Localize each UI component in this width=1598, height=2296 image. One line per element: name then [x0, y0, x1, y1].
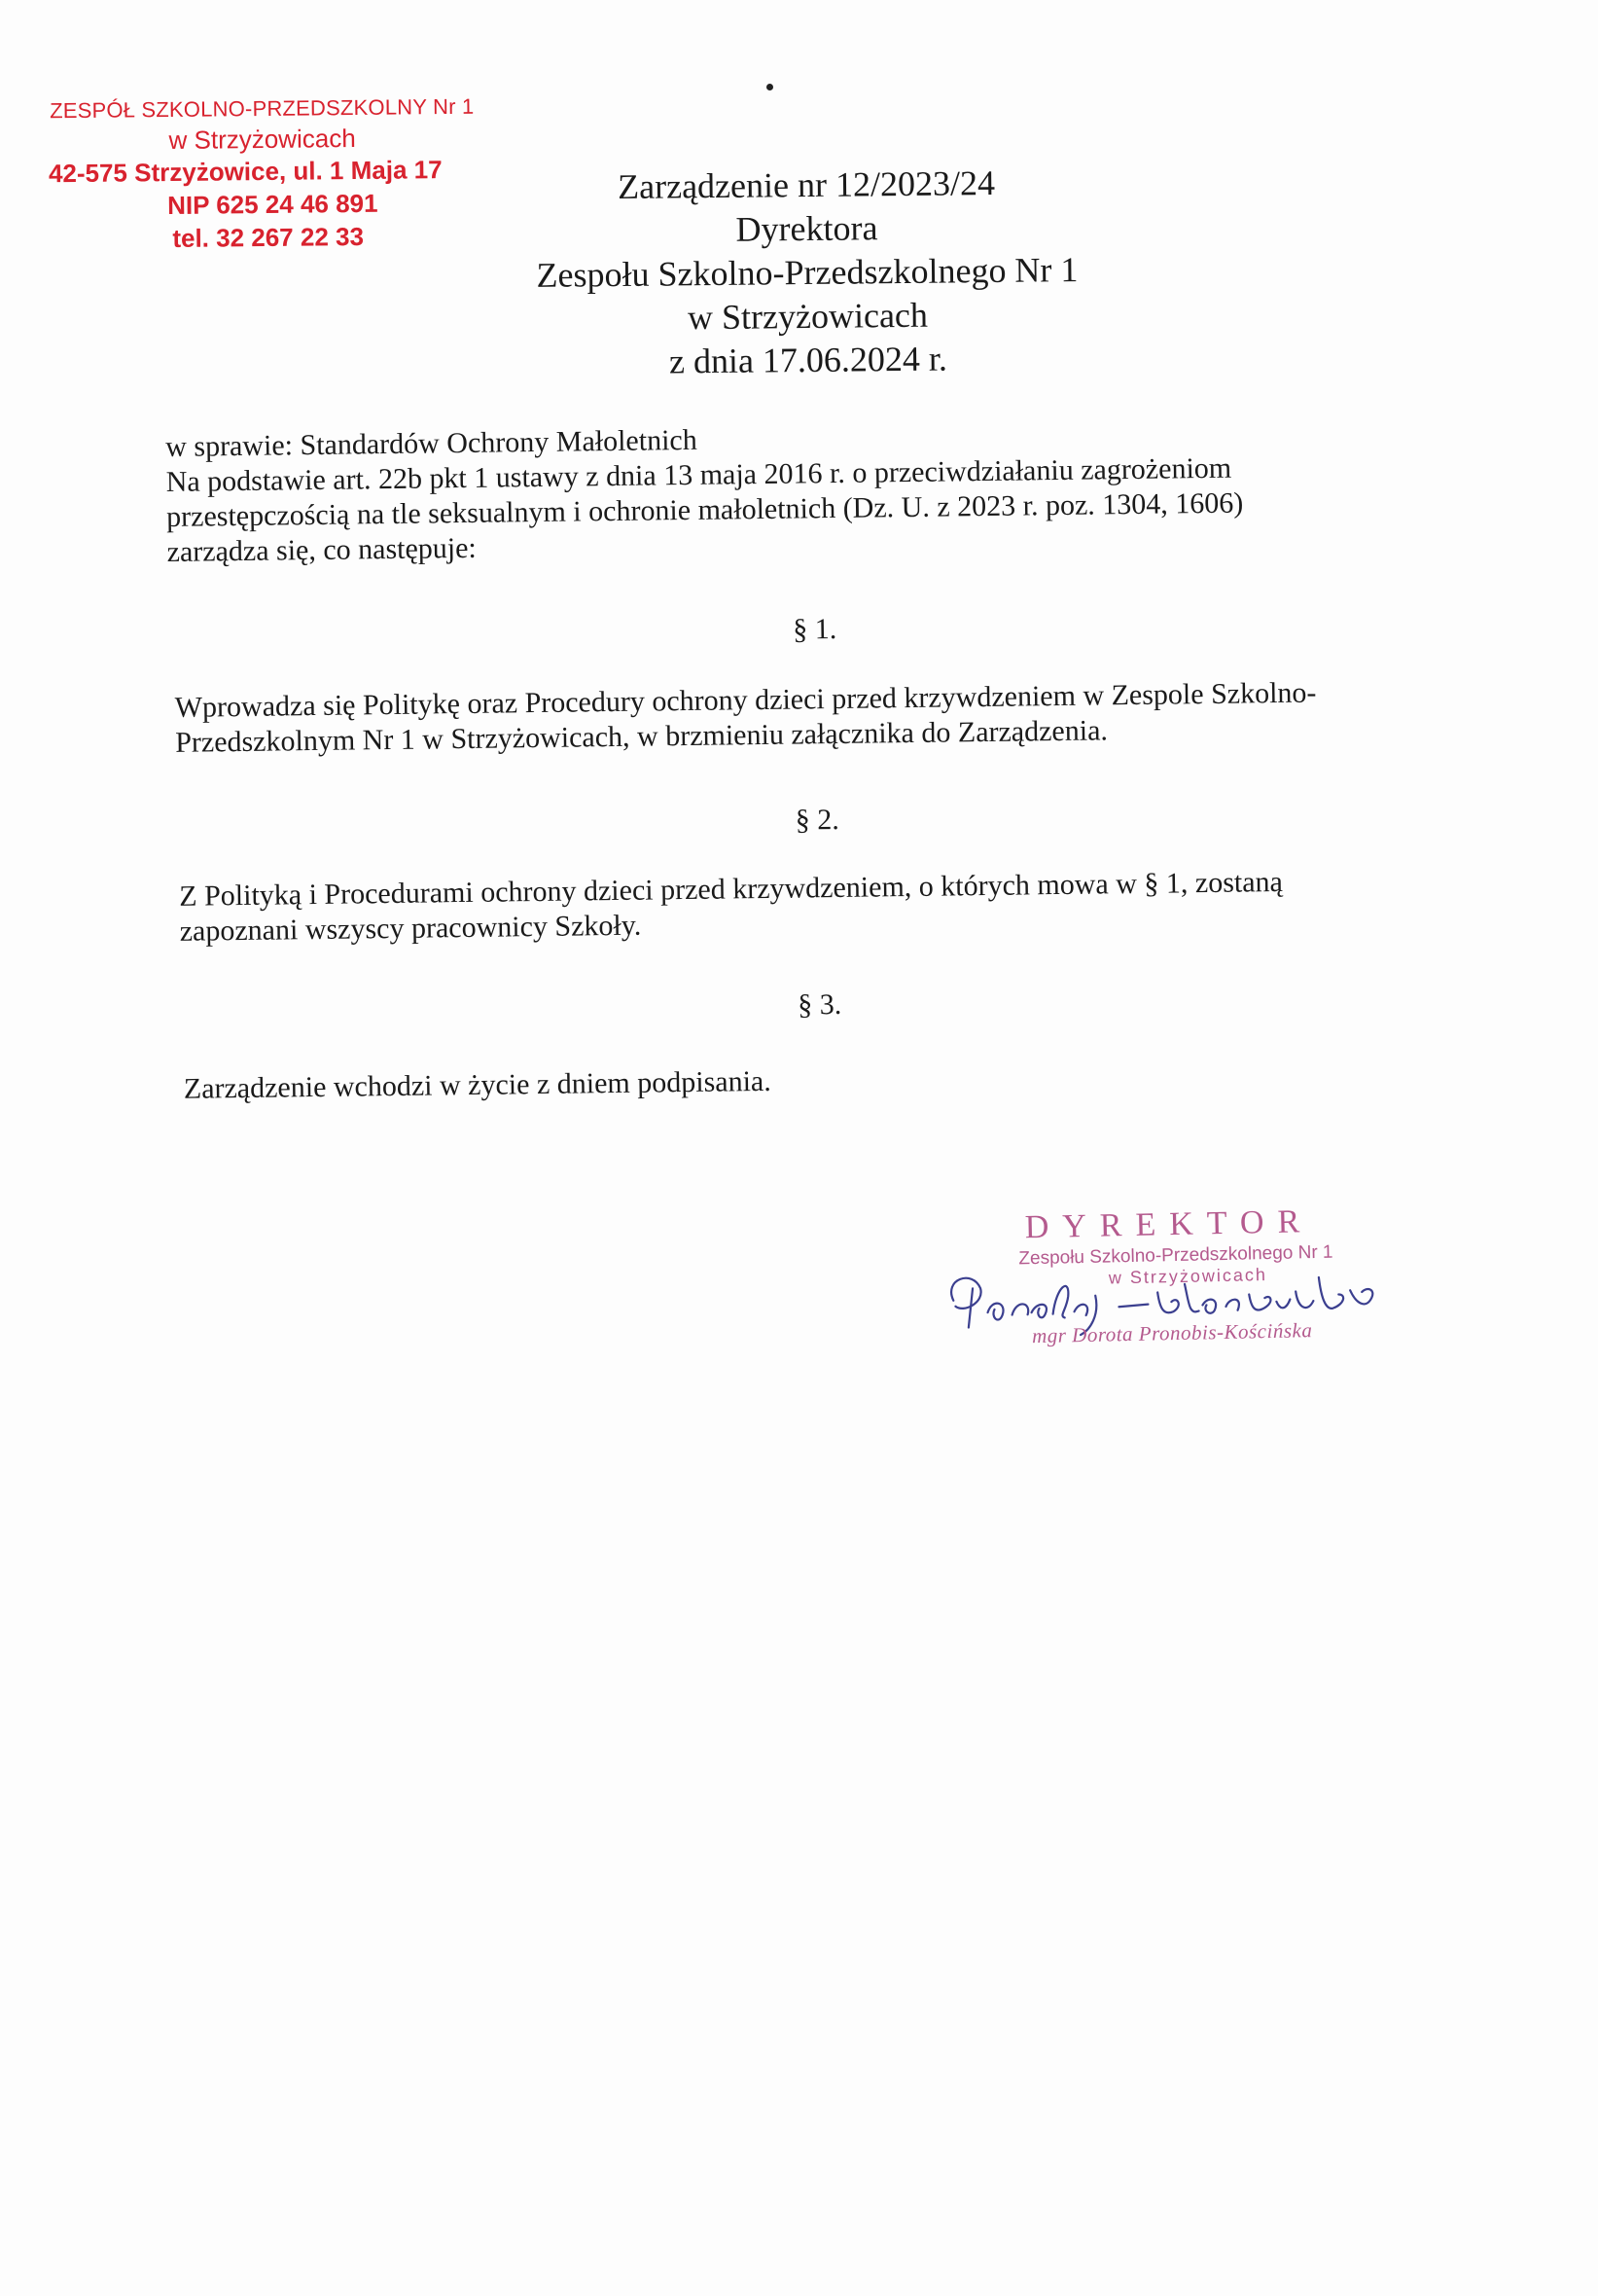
stamp-director-school: Zespołu Szkolno-Przedszkolnego Nr 1	[1018, 1241, 1333, 1270]
section-1-line-1: Wprowadza się Politykę oraz Procedury ochrony dzieci przed krzywdzeniem w Zespole Szkolno-	[174, 676, 1317, 724]
title-line-4: w Strzyżowicach	[687, 295, 929, 338]
section-2-line-1: Z Polityką i Procedurami ochrony dzieci przed krzywdzeniem, o których mowa w § 1, zostaną	[179, 866, 1284, 913]
intro-line-1: w sprawie: Standardów Ochrony Małoletnich	[165, 423, 697, 463]
stamp-director-name: mgr Dorota Pronobis-Kościńska	[1031, 1318, 1313, 1348]
intro-line-2: Na podstawie art. 22b pkt 1 ustawy z dnia 13 maja 2016 r. o przeciwdziałaniu zagrożeniom	[165, 451, 1232, 498]
intro-line-4: zarządza się, co następuje:	[166, 531, 477, 568]
intro-paragraph	[165, 413, 1461, 570]
section-1-text	[175, 676, 1318, 761]
title-line-2: Dyrektora	[735, 208, 878, 249]
stamp-line-address: 42-575 Strzyżowice, ul. 1 Maja 17	[48, 155, 443, 189]
title-line-3: Zespołu Szkolno-Przedszkolnego Nr 1	[536, 250, 1079, 295]
intro-line-3: przestępczością na tle seksualnym i ochronie małoletnich (Dz. U. z 2023 r. poz. 1304, 1606)	[165, 486, 1244, 533]
stamp-director-town: w Strzyżowicach	[1108, 1265, 1268, 1288]
stamp-line-school: ZESPÓŁ SZKOLNO-PRZEDSZKOLNY Nr 1	[49, 93, 475, 124]
director-signature-stamp	[932, 1202, 1421, 1367]
section-3-line-1: Zarządzenie wchodzi w życie z dniem podpisania.	[183, 1064, 771, 1105]
school-header-stamp	[48, 93, 478, 257]
section-mark-2: § 2.	[795, 803, 840, 837]
section-mark-1: § 1.	[793, 612, 837, 646]
ink-dot	[766, 84, 773, 90]
stamp-director-title: DYREKTOR	[1024, 1203, 1314, 1246]
section-3-text	[184, 1064, 771, 1107]
document-title	[466, 160, 1149, 385]
title-line-5: z dnia 17.06.2024 r.	[668, 339, 948, 381]
stamp-line-town: w Strzyżowicach	[168, 123, 356, 155]
stamp-line-phone: tel. 32 267 22 33	[172, 221, 365, 253]
section-2-line-2: zapoznani wszyscy pracownicy Szkoły.	[179, 909, 642, 948]
title-line-1: Zarządzenie nr 12/2023/24	[617, 162, 996, 207]
section-mark-3: § 3.	[798, 987, 842, 1022]
section-1-line-2: Przedszkolnym Nr 1 w Strzyżowicach, w brzmieniu załącznika do Zarządzenia.	[174, 714, 1109, 759]
stamp-line-nip: NIP 625 24 46 891	[166, 188, 378, 221]
section-2-text	[179, 865, 1284, 950]
document-body	[165, 413, 1461, 1105]
